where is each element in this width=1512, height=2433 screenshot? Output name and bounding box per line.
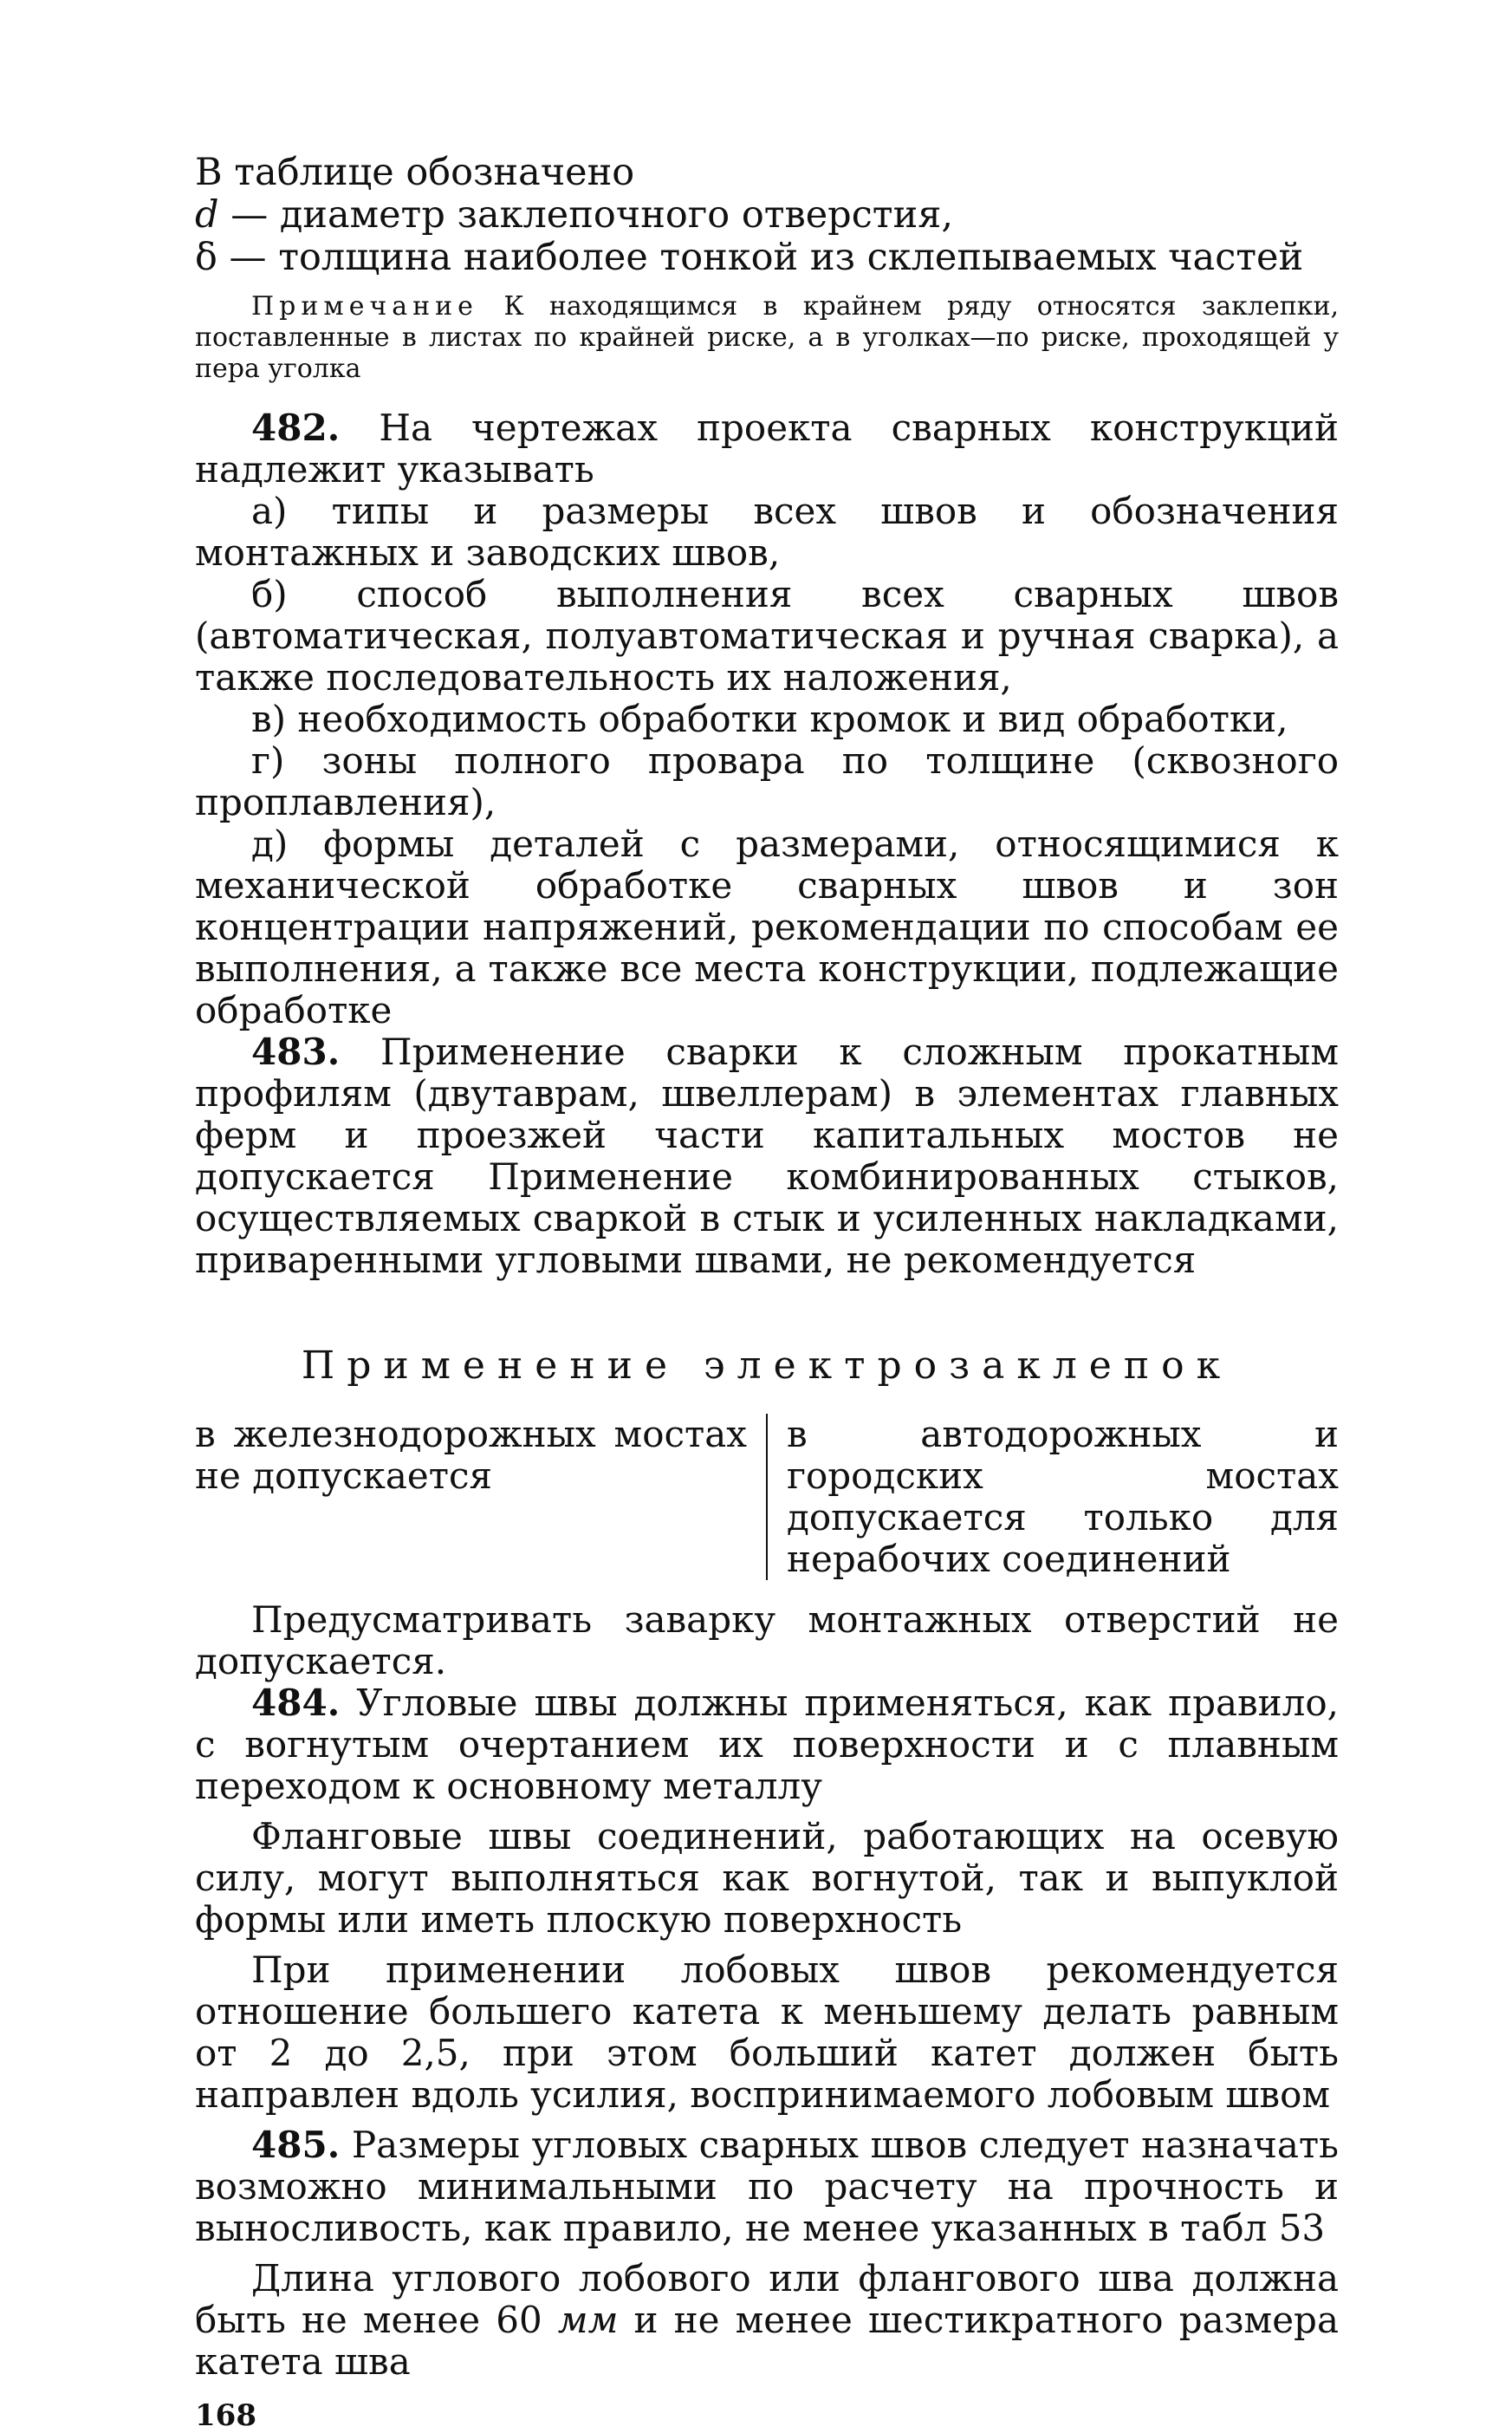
clause-485 (195, 2124, 1339, 2249)
clause-482-item-b: б) способ выполнения всех сварных швов (автоматическая, полуавтоматическая и ручная сварка), а также последовательность их наложения, (195, 573, 1339, 699)
clause-485-number: 485. (251, 2124, 341, 2166)
note-paragraph (195, 291, 1339, 385)
definition-delta-text: — толщина наиболее тонкой из склепываемых частей (217, 236, 1304, 279)
symbol-d: d (195, 193, 219, 237)
clause-484-number: 484. (251, 1682, 341, 1724)
clause-482-item-v: в) необходимость обработки кромок и вид обработки, (251, 698, 1288, 740)
column-left: в железнодорожных мостах не допускается (195, 1413, 747, 1497)
clause-485-p2-start: Длина углового лобового или флангового шва должна быть не менее 60 (195, 2257, 1339, 2341)
clause-484-paragraph-3: При применении лобовых швов рекомендуется отношение большего катета к меньшему делать равным от 2 до 2,5, при этом больший катет должен быть направлен вдоль усилия, воспринимаемого лобовым швом (195, 1948, 1339, 2116)
section-heading: Применение электрозаклепок (301, 1343, 1233, 1388)
two-column-block (195, 1414, 1339, 1580)
clause-485-paragraph-2 (195, 2258, 1339, 2383)
symbol-delta: δ (195, 236, 217, 279)
intro-heading: В таблице обозначено (195, 151, 635, 194)
clause-482-item-a: а) типы и размеры всех швов и обозначения монтажных и заводских швов, (195, 490, 1339, 574)
clause-484-text: Угловые швы должны применяться, как правило, с вогнутым очертанием их поверхности и с плавным переходом к основному металлу (195, 1682, 1339, 1807)
clause-483-text: Применение сварки к сложным прокатным профилям (двутаврам, швеллерам) в элементах главных ферм и проезжей части капитальных мостов не допускается Применение комбинированных стыков, осуществляемых сваркой в стык и усиленных накладками, приваренными угловыми швами, не рекомендуется (195, 1031, 1339, 1281)
definition-d-text: — диаметр заклепочного отверстия, (218, 193, 954, 237)
definition-delta (195, 237, 1339, 279)
document-page (195, 152, 1339, 2433)
definition-d (195, 194, 1339, 237)
clause-485-text: Размеры угловых сварных швов следует назначать возможно минимальными по расчету на прочность и выносливость, как правило, не менее указанных в табл 53 (195, 2124, 1339, 2249)
clause-482-item-d: д) формы деталей с размерами, относящимися к механической обработке сварных швов и зон концентрации напряжений, рекомендации по способам ее выполнения, а также все места конструкции, подлежащие обработке (195, 823, 1339, 1031)
clause-482-text: На чертежах проекта сварных конструкций надлежит указывать (195, 407, 1339, 491)
unit-mm: мм (557, 2299, 619, 2341)
clause-484 (195, 1682, 1339, 1807)
clause-483-number: 483. (251, 1031, 341, 1073)
clause-483 (195, 1031, 1339, 1281)
montage-paragraph: Предусматривать заварку монтажных отверстий не допускается. (195, 1598, 1339, 1682)
clause-485-p2-end: и не менее шестикратного размера катета шва (195, 2299, 1339, 2383)
column-right: в автодорожных и городских мостах допускается только для нерабочих соединений (766, 1414, 1339, 1580)
clause-484-paragraph-2: Фланговые швы соединений, работающих на осевую силу, могут выполняться как вогнутой, так и выпуклой формы или иметь плоскую поверхность (195, 1815, 1339, 1941)
note-text: К находящимся в крайнем ряду относятся заклепки, поставленные в листах по крайней риске, а в уголках—по риске, проходящей у пера уголка (195, 291, 1339, 384)
clause-482-item-g: г) зоны полного провара по толщине (сквозного проплавления), (195, 739, 1339, 823)
clause-482-number: 482. (251, 407, 341, 449)
page-number: 168 (195, 2398, 256, 2433)
note-lead: Примечание (251, 291, 478, 322)
clause-482 (195, 407, 1339, 491)
